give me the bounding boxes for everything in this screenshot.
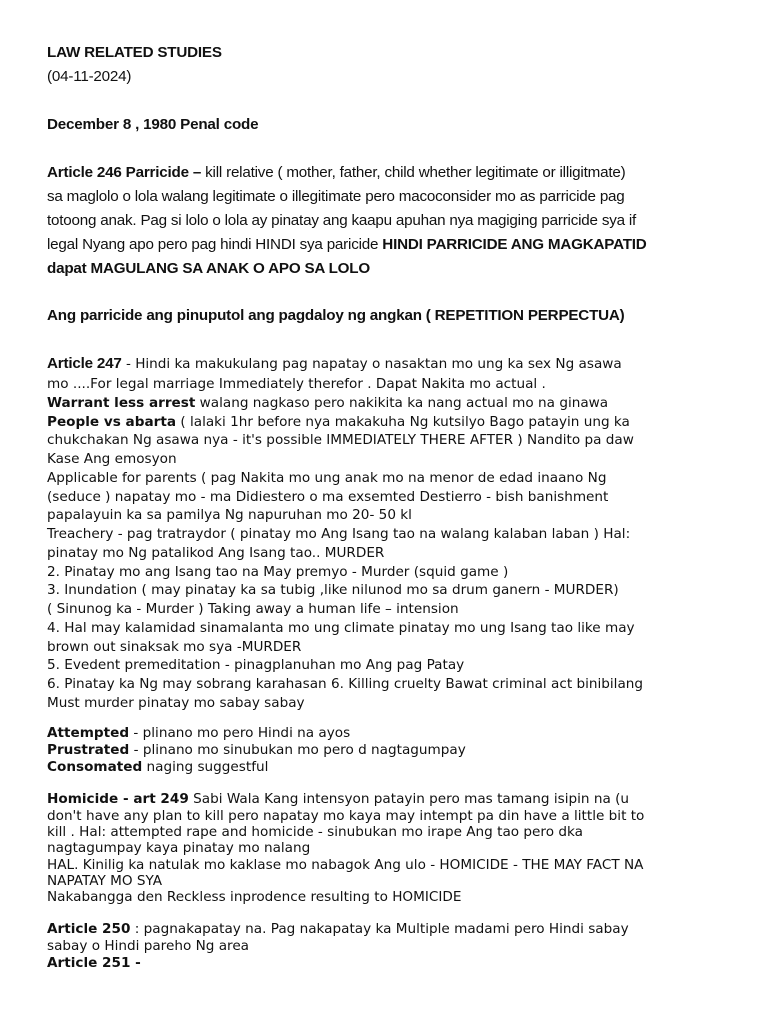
article-247-line: Treachery - pag tratraydor ( pinatay mo Ang Isang tao na walang kalaban laban ) Hal: bbox=[47, 526, 631, 542]
article-246-line: dapat MAGULANG SA ANAK O APO SA LOLO bbox=[47, 260, 370, 277]
frustrated-line: Prustrated - plinano mo sinubukan mo pero d nagtagumpay bbox=[47, 742, 466, 758]
article-247-line: 2. Pinatay mo ang Isang tao na May premyo - Murder (squid game ) bbox=[47, 564, 509, 580]
article-250-line: Article 250 : pagnakapatay na. Pag nakapatay ka Multiple madami pero Hindi sabay bbox=[47, 921, 629, 937]
article-247-line: Kase Ang emosyon bbox=[47, 451, 177, 467]
article-247-line: 3. Inundation ( may pinatay ka sa tubig ,like nilunod mo sa drum ganern - MURDER) bbox=[47, 582, 619, 598]
article-246-line: legal Nyang apo pero pag hindi HINDI sya paricide HINDI PARRICIDE ANG MAGKAPATID bbox=[47, 236, 647, 253]
parricide-definition: Ang parricide ang pinuputol ang pagdaloy ng angkan ( REPETITION PERPECTUA) bbox=[47, 307, 625, 324]
homicide-line: kill . Hal: attempted rape and homicide - sinubukan mo irape Ang tao pero dka bbox=[47, 824, 583, 840]
homicide-line: nagtagumpay kaya pinatay mo nalang bbox=[47, 840, 311, 856]
article-247-line: 4. Hal may kalamidad sinamalanta mo ung climate pinatay mo ung Isang tao like may bbox=[47, 620, 635, 636]
article-246-label: Article 246 Parricide – bbox=[47, 164, 202, 181]
article-247-line: brown out sinaksak mo sya -MURDER bbox=[47, 639, 302, 655]
article-251-label: Article 251 - bbox=[47, 955, 141, 971]
article-247-line: (seduce ) napatay mo - ma Didiestero o ma exsemted Destierro - bish banishment bbox=[47, 489, 609, 505]
article-250-line: sabay o Hindi pareho Ng area bbox=[47, 938, 250, 954]
article-247-label: Article 247 bbox=[47, 355, 122, 372]
article-250-label: Article 250 bbox=[47, 921, 131, 937]
homicide-line: NAPATAY MO SYA bbox=[47, 873, 163, 889]
doc-title: LAW RELATED STUDIES bbox=[47, 44, 222, 61]
homicide-line: Homicide - art 249 Sabi Wala Kang intensyon patayin pero mas tamang isipin na (u bbox=[47, 791, 630, 807]
attempted-line: Attempted - plinano mo pero Hindi na ayos bbox=[47, 725, 351, 741]
article-247-line: chukchakan Ng asawa nya - it's possible IMMEDIATELY THERE AFTER ) Nandito pa daw bbox=[47, 432, 634, 448]
article-247-line: Article 247 - Hindi ka makukulang pag napatay o nasaktan mo ung ka sex Ng asawa bbox=[47, 355, 622, 372]
article-246-line: sa maglolo o lola walang legitimate o illegitimate pero macoconsider mo as parricide pag bbox=[47, 188, 625, 205]
consummated-line: Consomated naging suggestful bbox=[47, 759, 269, 775]
penal-code-heading: December 8 , 1980 Penal code bbox=[47, 116, 259, 133]
doc-date: (04-11-2024) bbox=[47, 68, 132, 85]
article-247-line: Applicable for parents ( pag Nakita mo ung anak mo na menor de edad inaano Ng bbox=[47, 470, 607, 486]
people-vs-abarta-line: People vs abarta ( lalaki 1hr before nya makakuha Ng kutsilyo Bago patayin ung ka bbox=[47, 414, 630, 430]
article-246-line: totoong anak. Pag si lolo o lola ay pinatay ang kaapu apuhan nya magiging parricide sya if bbox=[47, 212, 637, 229]
homicide-label: Homicide - art 249 bbox=[47, 791, 189, 807]
article-247-line: mo ....For legal marriage Immediately therefor . Dapat Nakita mo actual . bbox=[47, 376, 546, 392]
homicide-line: HAL. Kinilig ka natulak mo kaklase mo nabagok Ang ulo - HOMICIDE - THE MAY FACT NA bbox=[47, 857, 644, 873]
article-246-line: Article 246 Parricide – kill relative ( mother, father, child whether legitimate or illigitmate) bbox=[47, 164, 626, 181]
article-247-line: papalayuin ka sa pamilya Ng napuruhan mo 20- 50 kl bbox=[47, 507, 412, 523]
article-247-line: 6. Pinatay ka Ng may sobrang karahasan 6. Killing cruelty Bawat criminal act binibilang bbox=[47, 676, 644, 692]
article-247-line: pinatay mo Ng patalikod Ang Isang tao.. MURDER bbox=[47, 545, 385, 561]
homicide-line: Nakabangga den Reckless inprodence resulting to HOMICIDE bbox=[47, 889, 462, 905]
warrantless-arrest-line: Warrant less arrest walang nagkaso pero nakikita ka nang actual mo na ginawa bbox=[47, 395, 609, 411]
homicide-line: don't have any plan to kill pero napatay mo kaya may intempt pa din have a little bit to bbox=[47, 808, 645, 824]
article-247-line: Must murder pinatay mo sabay sabay bbox=[47, 695, 305, 711]
article-247-line: 5. Evedent premeditation - pinagplanuhan mo Ang pag Patay bbox=[47, 657, 465, 673]
article-247-line: ( Sinunog ka - Murder ) Taking away a human life – intension bbox=[47, 601, 459, 617]
